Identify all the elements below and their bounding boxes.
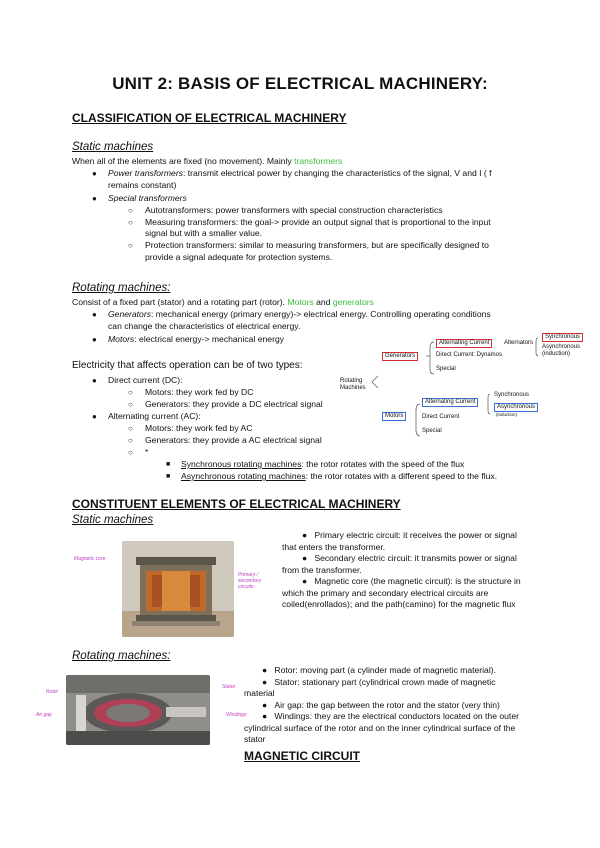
diagram-motors: Motors xyxy=(382,412,406,421)
constituent-static-subheading: Static machines xyxy=(72,514,154,526)
classification-diagram xyxy=(338,330,600,440)
element-text: : it transmits power or signal from the transformer. xyxy=(282,553,517,575)
ac-item: Generators: they provide a AC electrical signal xyxy=(145,435,322,445)
rotating-element: ● Windings: they are the electrical conductors located on the outer cylindrical surface of the rotor and on the inner cylindrical surface of the stator xyxy=(244,711,519,744)
static-element: ● Primary electric circuit: it receives the power or signal that enters the transformer. xyxy=(282,530,517,552)
element-label: Stator xyxy=(274,676,298,687)
rotating-element: ● Air gap: the gap between the rotor and the stator (very thin) xyxy=(262,699,500,710)
element-label: Secondary electric circuit xyxy=(314,553,410,563)
rotating-machines-subheading: Rotating machines: xyxy=(72,282,171,294)
bullet-square: ■ xyxy=(166,473,171,480)
rotating-elements-list xyxy=(244,665,524,746)
element-label: Magnetic core (the magnetic circuit) xyxy=(314,576,451,586)
generators-item xyxy=(108,309,538,332)
generators-text: : mechanical energy (primary energy)-> electrical energy. Controlling operating conditions xyxy=(151,309,491,319)
generators-highlight: generators xyxy=(332,297,374,307)
annotation-stator: Stator xyxy=(222,684,236,690)
transformers-highlight: transformers xyxy=(294,156,343,166)
sync-item xyxy=(181,459,464,471)
element-text: : it receives the power or signal that enters the transformer. xyxy=(282,530,517,552)
element-label: Windings xyxy=(274,711,310,721)
bullet-circle: ○ xyxy=(128,206,133,215)
diagram-mot-ac: Alternating Current xyxy=(422,398,478,407)
bullet-circle: ○ xyxy=(128,400,133,409)
static-intro-text: When all of the elements are fixed (no movement). Mainly xyxy=(72,156,295,166)
diagram-alternators: Alternators xyxy=(504,340,534,346)
special-item: Autotransformers: power transformers with special construction characteristics xyxy=(145,205,443,215)
bullet-square: ■ xyxy=(166,461,171,468)
async-text: : the rotor rotates with a different speed to the flux. xyxy=(305,471,498,481)
element-text: : the gap between the rotor and the stator (very thin) xyxy=(301,699,500,710)
bullet-dot: ● xyxy=(92,310,97,319)
diagram-root: Rotating Machines xyxy=(340,378,366,391)
special-item: signal but with a smaller value. xyxy=(145,228,263,238)
async-item xyxy=(181,471,497,483)
constituent-rotating-subheading: Rotating machines: xyxy=(72,650,171,662)
special-item: Protection transformers: similar to measuring transformers, but are specifically designed to xyxy=(145,240,489,250)
dc-item: Motors: they work fed by DC xyxy=(145,387,254,397)
static-machines-subheading: Static machines xyxy=(72,141,154,153)
element-text: : is the structure in which the primary and secondary electrical circuits are coiled(enrollados); and the path(camino) for the magnetic flux xyxy=(282,576,521,609)
bullet-circle: ○ xyxy=(128,424,133,433)
rotating-element: ● Rotor: moving part (a cylinder made of magnetic material). xyxy=(262,665,496,675)
special-item: provide a signal adequate for protection systems. xyxy=(145,252,333,262)
bullet-circle: ○ xyxy=(128,436,133,445)
rotating-element: ● Stator: stationary part (cylindrical crown made of magnetic material xyxy=(244,676,496,698)
power-transformers-text2: remains constant) xyxy=(108,179,177,190)
power-transformers-text: : transmit electrical power by changing the characteristics of the signal, V and I ( f xyxy=(182,168,492,178)
element-text: : moving part (a cylinder made of magnetic material). xyxy=(295,665,496,675)
static-elements-list xyxy=(282,530,522,611)
element-text: : stationary part (cylindrical crown made of magnetic material xyxy=(244,676,496,698)
ac-item: Motors: they work fed by AC xyxy=(145,423,253,433)
motors-label: Motors xyxy=(108,334,135,344)
dc-item: Generators: they provide a DC electrical signal xyxy=(145,399,323,409)
dc-label: Direct current (DC): xyxy=(108,375,183,385)
power-transformers-label: Power transformers xyxy=(108,168,183,178)
transformer-illustration xyxy=(122,541,234,637)
sync-text: : the rotor rotates with the speed of the flux xyxy=(301,459,465,469)
generators-label: Generators xyxy=(108,309,151,319)
diagram-gen-dc: Direct Current: Dynamos xyxy=(436,352,503,358)
rotating-intro xyxy=(72,297,374,309)
motors-item xyxy=(108,334,284,346)
diagram-mot-special: Special xyxy=(422,428,442,434)
bullet-circle: ○ xyxy=(128,241,133,250)
diagram-mot-async: Asynchronous xyxy=(494,403,538,412)
bullet-circle: ○ xyxy=(128,388,133,397)
and-text: and xyxy=(313,297,333,307)
generators-text2: can change the characteristics of electrical energy. xyxy=(108,320,301,331)
bullet-dot: ● xyxy=(92,412,97,421)
special-transformers-label: Special transformers xyxy=(108,193,187,203)
diagram-induction: (induction) xyxy=(542,351,571,357)
annotation-air-gap: Air gap xyxy=(36,712,52,718)
static-element: ● Secondary electric circuit: it transmits power or signal from the transformer. xyxy=(282,553,517,575)
bullet-dot: ● xyxy=(92,335,97,344)
constituent-heading: CONSTITUENT ELEMENTS OF ELECTRICAL MACHINERY xyxy=(72,497,401,511)
annotation-rotor: Rotor xyxy=(46,689,59,695)
transformer-photo xyxy=(122,541,234,637)
static-intro xyxy=(72,156,342,168)
magnetic-circuit-heading: MAGNETIC CIRCUIT xyxy=(244,749,360,763)
power-transformers-item xyxy=(108,168,538,191)
diagram-gen-ac: Alternating Current xyxy=(436,339,492,348)
classification-heading: CLASSIFICATION OF ELECTRICAL MACHINERY xyxy=(72,111,347,125)
sync-label: Synchronous rotating machines xyxy=(181,459,302,469)
ac-item: * xyxy=(145,447,149,457)
element-text: : they are the electrical conductors located on the outer cylindrical surface of the rotor and on the inner cylindrical surface of the stator xyxy=(244,711,519,744)
diagram-synchronous: Synchronous xyxy=(542,333,583,342)
rotating-intro-text: Consist of a fixed part (stator) and a rotating part (rotor). xyxy=(72,297,288,307)
special-item: Measuring transformers: the goal-> provide an output signal that is proportional to the input xyxy=(145,217,491,227)
motor-photo xyxy=(66,675,210,745)
diagram-mot-dc: Direct Current xyxy=(422,414,460,420)
static-element: ● Magnetic core (the magnetic circuit): is the structure in which the primary and secondary electrical circuits are coiled(enrollados); and the path(camino) for the magnetic flux xyxy=(282,576,521,609)
page-title: UNIT 2: BASIS OF ELECTRICAL MACHINERY: xyxy=(112,74,488,93)
async-label: Asynchronous rotating machines xyxy=(181,471,306,481)
ac-label: Alternating current (AC): xyxy=(108,411,201,421)
annotation-windings: Windings xyxy=(226,712,247,718)
diagram-mot-sync: Synchronous xyxy=(494,392,530,398)
diagram-mot-async-note: (induction) xyxy=(496,412,518,417)
motors-text: : electrical energy-> mechanical energy xyxy=(134,334,285,344)
electricity-intro: Electricity that affects operation can be of two types: xyxy=(72,360,303,371)
annotation-magnetic-core: Magnetic core xyxy=(74,556,106,562)
bullet-dot: ● xyxy=(92,169,97,178)
motors-highlight: Motors xyxy=(287,297,314,307)
diagram-generators: Generators xyxy=(382,352,418,361)
bullet-dot: ● xyxy=(92,376,97,385)
element-label: Primary electric circuit xyxy=(314,530,399,540)
element-label: Rotor xyxy=(274,665,296,675)
motor-illustration xyxy=(66,675,210,745)
bullet-circle: ○ xyxy=(128,448,133,457)
bullet-dot: ● xyxy=(92,194,97,203)
bullet-circle: ○ xyxy=(128,218,133,227)
diagram-gen-special: Special xyxy=(436,366,456,372)
element-label: Air gap xyxy=(274,699,302,710)
annotation-circuits: Primary / secondary circuits xyxy=(238,572,262,590)
diagram-asynchronous: Asynchronous xyxy=(542,344,581,350)
